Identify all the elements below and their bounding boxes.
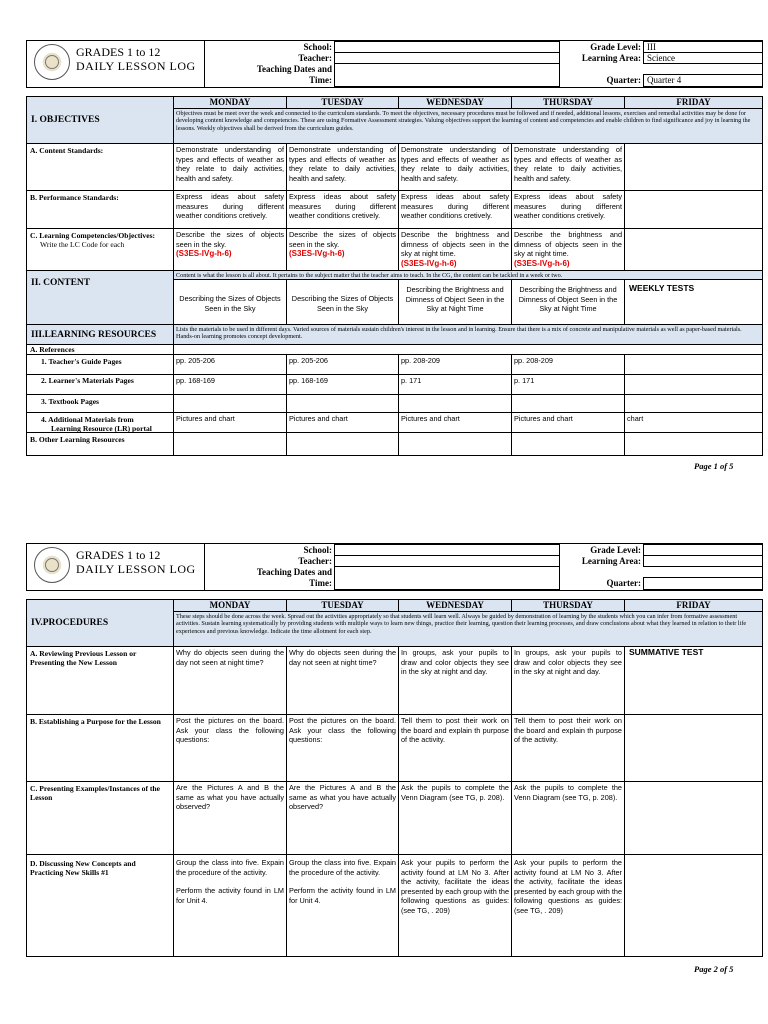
dates-label-1: Teaching Dates and [256, 64, 332, 74]
lm-tue: pp. 168-169 [287, 375, 399, 395]
day-tuesday: TUESDAY [287, 600, 399, 612]
proc-d-tue-2: Perform the activity found in LM for Unit 4. [289, 886, 396, 905]
am-mon: Pictures and chart [174, 413, 287, 433]
proc-a-thu: In groups, ask your pupils to draw and color objects they see in the sky at night and day. [512, 647, 625, 715]
day-monday: MONDAY [174, 97, 287, 109]
content-thu: Describing the Brightness and Dimness of Object Seen in the Sky at Night Time [512, 280, 625, 325]
proc-d-wed: Ask your pupils to perform the activity found at LM No 3. After the activity, facilitate the ideas presented by each group with the following questions as guides: (see TG, . 209) [399, 855, 512, 956]
page2-header [26, 543, 763, 591]
lc-thu-code: (S3ES-IVg-h-6) [514, 258, 570, 268]
tb-label: 3. Textbook Pages [27, 395, 174, 413]
lc-wed [399, 229, 512, 271]
tg-wed: pp. 208-209 [399, 355, 512, 375]
tb-wed [399, 395, 512, 413]
resources-title: III.LEARNING RESOURCES [27, 325, 174, 345]
deped-seal-icon [34, 547, 70, 583]
lc-thu [512, 229, 625, 271]
page1-number: Page 1 of 5 [694, 461, 734, 471]
proc-c-fri [625, 782, 762, 855]
content-standards-mon: Demonstrate understanding of types and effects of weather as they relate to daily activities, health and safety. [174, 144, 287, 191]
teacher-label: Teacher: [298, 53, 332, 63]
content-wed: Describing the Brightness and Dimness of Object Seen in the Sky at Night Time [399, 280, 512, 325]
performance-tue: Express ideas about safety measures during different weather conditions cretively. [287, 191, 399, 229]
tg-label: 1. Teacher's Guide Pages [27, 355, 174, 375]
objectives-note: Objectives must be meet over the week and connected to the curriculum standards. To meet the objectives, necessary procedures must be followed and if needed, additional lessons, exercises and remedial activities may be done for developing content knowledge and competencies. These are using Formative Assessment strategies. Valuing objectives support the learning of content and competencies and enable children to find significance and joy in learning the lessons. Weekly objectives shall be derived from the curriculum guides. [174, 109, 762, 144]
lm-wed: p. 171 [399, 375, 512, 395]
tb-thu [512, 395, 625, 413]
lc-label-line2: Write the LC Code for each [40, 240, 125, 249]
procedures-title: IV.PROCEDURES [27, 600, 174, 647]
lc-mon [174, 229, 287, 271]
content-title: II. CONTENT [27, 271, 174, 325]
page2-grid [26, 599, 763, 957]
quarter-field[interactable] [643, 577, 763, 590]
page2-number: Page 2 of 5 [694, 964, 734, 974]
day-thursday: THURSDAY [512, 97, 625, 109]
other-wed [399, 433, 512, 455]
am-fri: chart [625, 413, 762, 433]
lc-label [27, 229, 174, 271]
lm-thu: p. 171 [512, 375, 625, 395]
dates-field[interactable] [334, 566, 560, 590]
lc-tue-code: (S3ES-IVg-h-6) [289, 249, 345, 259]
brand-line1: GRADES 1 to 12 [76, 45, 161, 59]
school-label: School: [303, 42, 332, 52]
proc-a-label: A. Reviewing Previous Lesson or Presenting the New Lesson [27, 647, 174, 715]
content-mon: Describing the Sizes of Objects Seen in the Sky [174, 280, 287, 325]
lm-mon: pp. 168-169 [174, 375, 287, 395]
page1-grid [26, 96, 763, 456]
content-standards-label: A. Content Standards: [27, 144, 174, 191]
proc-c-wed: Ask the pupils to complete the Venn Diagram (see TG, p. 208). [399, 782, 512, 855]
objectives-title: I. OBJECTIVES [27, 97, 174, 144]
area-label: Learning Area: [581, 53, 641, 63]
procedures-note: These steps should be done across the week. Spread out the activities appropriately so that students will learn well. Always be guided by demonstration of learning by the students which you can infer from formative assessment activities. Sustain learning systematically by providing students with multiple ways to learn new things, practice their learning, question their learning processes, and draw conclusions about what they learned in relation to their life experiences and previous knowledge. Indicate the time allotment for each step. [174, 612, 762, 647]
lc-label-line1: C. Learning Competencies/Objectives: [30, 231, 156, 240]
proc-a-fri: SUMMATIVE TEST [625, 647, 762, 715]
proc-a-wed: In groups, ask your pupils to draw and color objects they see in the sky at night and day. [399, 647, 512, 715]
tg-mon: pp. 205-206 [174, 355, 287, 375]
proc-d-tue-1: Group the class into five. Expain the procedure of the activity. [289, 858, 396, 877]
am-label-line1: 4. Additional Materials from [41, 415, 134, 424]
proc-d-mon [174, 855, 287, 956]
proc-b-thu: Tell them to post their work on the board and explain th purpose of the activity. [512, 715, 625, 782]
dates-label-2: Time: [309, 75, 332, 85]
proc-b-fri [625, 715, 762, 782]
proc-c-thu: Ask the pupils to complete the Venn Diagram (see TG, p. 208). [512, 782, 625, 855]
lc-fri [625, 229, 762, 271]
proc-d-thu: Ask your pupils to perform the activity found at LM No 3. After the activity, facilitate the ideas presented by each group with the following questions as guides: (see TG, . 209) [512, 855, 625, 956]
resources-note: Lists the materials to be used in different days. Varied sources of materials sustain children's interest in the lesson and in learning. Ensure that there is a mix of concrete and manipulative materials as well as paper-based materials. Hands-on learning promotes concept development. [174, 325, 762, 345]
quarter-label: Quarter: [606, 75, 641, 85]
deped-seal-icon [34, 44, 70, 80]
area-field[interactable] [643, 555, 763, 567]
tg-thu: pp. 208-209 [512, 355, 625, 375]
tg-tue: pp. 205-206 [287, 355, 399, 375]
content-standards-wed: Demonstrate understanding of types and effects of weather as they relate to daily activities, health and safety. [399, 144, 512, 191]
proc-d-mon-1: Group the class into five. Expain the procedure of the activity. [176, 858, 284, 877]
teacher-label: Teacher: [298, 556, 332, 566]
proc-b-mon: Post the pictures on the board. Ask your class the following questions: [174, 715, 287, 782]
tb-tue [287, 395, 399, 413]
content-fri: WEEKLY TESTS [625, 280, 762, 325]
lc-mon-code: (S3ES-IVg-h-6) [176, 249, 232, 259]
proc-d-label: D. Discussing New Concepts and Practicing New Skills #1 [27, 855, 174, 956]
quarter-label: Quarter: [606, 578, 641, 588]
references-row [174, 345, 762, 355]
day-friday: FRIDAY [625, 97, 762, 109]
school-label: School: [303, 545, 332, 555]
day-wednesday: WEDNESDAY [399, 600, 512, 612]
tg-fri [625, 355, 762, 375]
quarter-field[interactable]: Quarter 4 [643, 74, 763, 87]
proc-c-tue: Are the Pictures A and B the same as what you have actually observed? [287, 782, 399, 855]
am-wed: Pictures and chart [399, 413, 512, 433]
proc-a-tue: Why do objects seen during the day not seen at night time? [287, 647, 399, 715]
am-label-line2: Learning Resource (LR) portal [51, 424, 152, 433]
proc-d-mon-2: Perform the activity found in LM for Unit 4. [176, 886, 284, 905]
grade-field[interactable]: III [643, 41, 763, 53]
lc-mon-text: Describe the sizes of objects seen in the sky. [176, 230, 284, 249]
lm-fri [625, 375, 762, 395]
proc-c-mon: Are the Pictures A and B the same as what you have actually observed? [174, 782, 287, 855]
lc-tue [287, 229, 399, 271]
performance-mon: Express ideas about safety measures during different weather conditions cretively. [174, 191, 287, 229]
tb-fri [625, 395, 762, 413]
am-thu: Pictures and chart [512, 413, 625, 433]
brand-line2: DAILY LESSON LOG [76, 562, 196, 576]
other-fri [625, 433, 762, 455]
proc-c-label: C. Presenting Examples/Instances of the Lesson [27, 782, 174, 855]
content-standards-tue: Demonstrate understanding of types and effects of weather as they relate to daily activities, health and safety. [287, 144, 399, 191]
proc-d-fri [625, 855, 762, 956]
logo-cell [27, 41, 205, 87]
logo-cell [27, 544, 205, 590]
proc-b-wed: Tell them to post their work on the board and explain th purpose of the activity. [399, 715, 512, 782]
references-label: A. References [27, 345, 174, 355]
tb-mon [174, 395, 287, 413]
lm-label: 2. Learner's Materials Pages [27, 375, 174, 395]
area-label: Learning Area: [581, 556, 641, 566]
lc-tue-text: Describe the sizes of objects seen in the sky. [289, 230, 396, 249]
other-label: B. Other Learning Resources [27, 433, 174, 455]
grade-label: Grade Level: [590, 42, 641, 52]
dates-label-2: Time: [309, 578, 332, 588]
content-tue: Describing the Sizes of Objects Seen in the Sky [287, 280, 399, 325]
page1-header [26, 40, 763, 88]
day-wednesday: WEDNESDAY [399, 97, 512, 109]
dates-label-1: Teaching Dates and [256, 567, 332, 577]
proc-b-tue: Post the pictures on the board. Ask your class the following questions: [287, 715, 399, 782]
lc-wed-code: (S3ES-IVg-h-6) [401, 258, 457, 268]
other-tue [287, 433, 399, 455]
content-note: Content is what the lesson is all about. It pertains to the subject matter that the teacher aims to teach. In the CG, the content can be tackled in a week or two. [174, 271, 762, 280]
other-thu [512, 433, 625, 455]
performance-label: B. Performance Standards: [27, 191, 174, 229]
proc-d-tue [287, 855, 399, 956]
content-standards-thu: Demonstrate understanding of types and effects of weather as they relate to daily activities, health and safety. [512, 144, 625, 191]
day-monday: MONDAY [174, 600, 287, 612]
performance-fri [625, 191, 762, 229]
am-tue: Pictures and chart [287, 413, 399, 433]
other-mon [174, 433, 287, 455]
lc-thu-text: Describe the brightness and dimness of objects seen in the sky at night time. [514, 230, 622, 259]
day-friday: FRIDAY [625, 600, 762, 612]
day-tuesday: TUESDAY [287, 97, 399, 109]
day-thursday: THURSDAY [512, 600, 625, 612]
brand-line2: DAILY LESSON LOG [76, 59, 196, 73]
area-field[interactable]: Science [643, 52, 763, 64]
proc-a-mon: Why do objects seen during the day not seen at night time? [174, 647, 287, 715]
proc-b-label: B. Establishing a Purpose for the Lesson [27, 715, 174, 782]
performance-thu: Express ideas about safety measures during different weather conditions cretively. [512, 191, 625, 229]
performance-wed: Express ideas about safety measures during different weather conditions cretively. [399, 191, 512, 229]
content-standards-fri [625, 144, 762, 191]
lc-wed-text: Describe the brightness and dimness of objects seen in the sky at night time. [401, 230, 509, 259]
am-label [27, 413, 174, 433]
grade-label: Grade Level: [590, 545, 641, 555]
dates-field[interactable] [334, 63, 560, 87]
brand-line1: GRADES 1 to 12 [76, 548, 161, 562]
